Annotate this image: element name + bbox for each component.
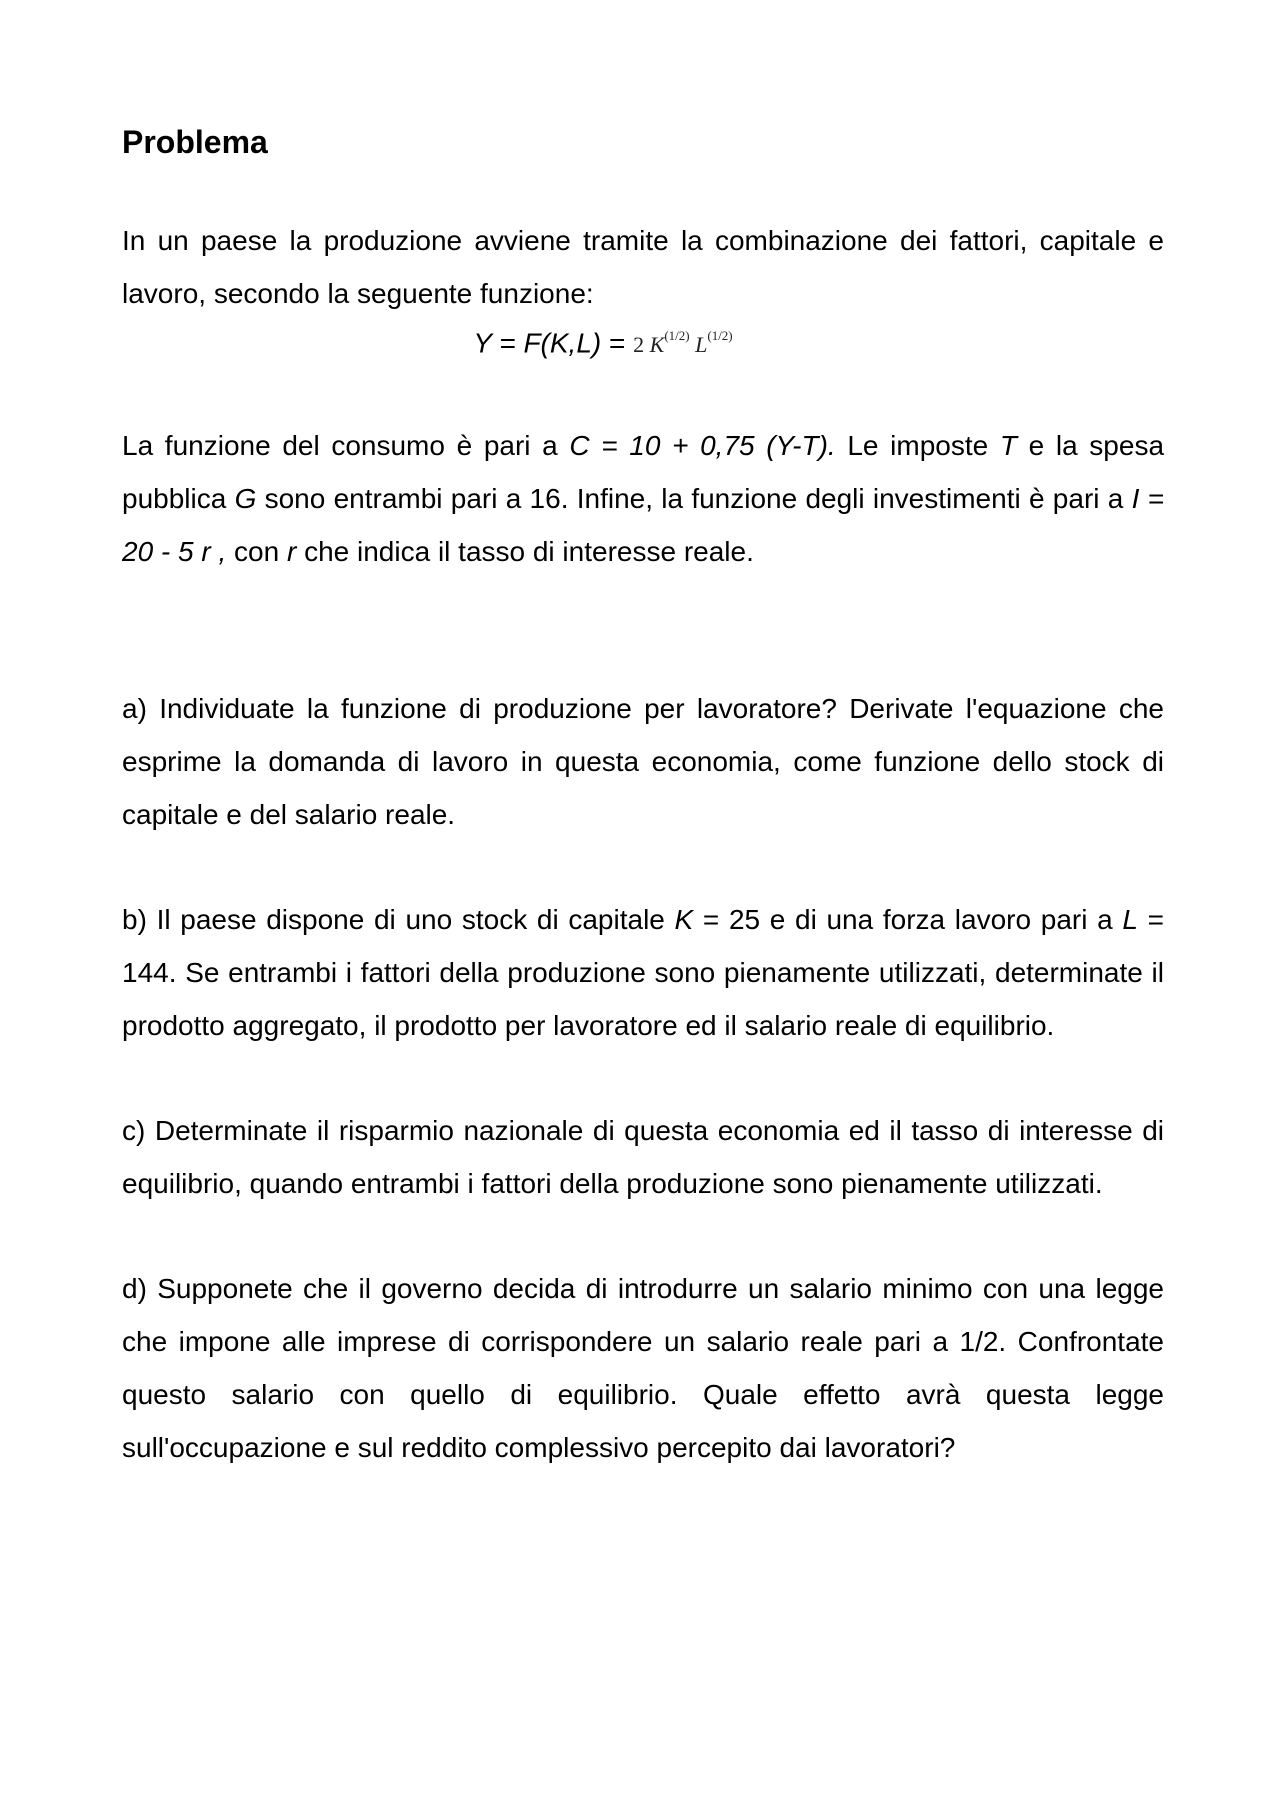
question-d: d) Supponete che il governo decida di introdurre un salario minimo con una legge che impone alle imprese di corrispondere un salario reale pari a 1/2. Confrontate questo salario con quello di equilibrio. Quale effetto avrà questa legge sull'occupazione e sul reddito complessivo percepito dai lavoratori? — [122, 1273, 1164, 1464]
var-t: T — [999, 430, 1017, 462]
formula-coefficient: 2 — [633, 332, 645, 358]
question-b — [122, 893, 1164, 1052]
document-page — [122, 118, 1164, 1474]
text-run: Le imposte — [835, 430, 1000, 462]
formula-l-exponent: (1/2) — [707, 328, 733, 343]
investment-equation: I = 20 - 5 r , — [122, 483, 1164, 568]
text-run: che indica il tasso di interesse reale. — [296, 536, 754, 568]
text-run: = 144. Se entrambi i fattori della produzione sono pienamente utilizzati, determinate il prodotto aggregato, il prodotto per lavoratore ed il salario reale di equilibrio. — [122, 904, 1164, 1042]
intro-paragraph: In un paese la produzione avviene tramite la combinazione dei fattori, capitale e lavoro, secondo la seguente funzione: — [122, 225, 1164, 309]
formula-lhs: Y = F(K,L) — [473, 327, 602, 359]
formula-l: L — [695, 332, 708, 358]
consumption-equation: C = 10 + 0,75 (Y-T). — [569, 430, 836, 462]
var-g: G — [234, 483, 257, 515]
var-l: L — [1122, 904, 1138, 936]
text-run: = 25 e di una forza lavoro pari a — [693, 904, 1123, 936]
consumption-paragraph — [122, 419, 1164, 578]
formula-equals: = — [609, 327, 626, 359]
text-run: con — [226, 536, 287, 568]
text-run: b) Il paese dispone di uno stock di capitale — [122, 904, 675, 936]
var-k: K — [674, 904, 694, 936]
var-r: r — [286, 536, 297, 568]
formula-k: K — [649, 332, 665, 358]
formula-rhs — [633, 328, 733, 358]
question-a: a) Individuate la funzione di produzione per lavoratore? Derivate l'equazione che esprime la domanda di lavoro in questa economia, come funzione dello stock di capitale e del salario reale. — [122, 693, 1164, 831]
formula-k-exponent: (1/2) — [664, 328, 690, 343]
text-run: e la spesa pubblica — [122, 430, 1165, 515]
text-run: sono entrambi pari a 16. Infine, la funzione degli investimenti è pari a — [256, 483, 1132, 515]
document-title: Problema — [122, 124, 268, 160]
question-c: c) Determinate il risparmio nazionale di questa economia ed il tasso di interesse di equilibrio, quando entrambi i fattori della produzione sono pienamente utilizzati. — [122, 1115, 1164, 1200]
text-run: La funzione del consumo è pari a — [122, 430, 570, 462]
production-function-formula — [122, 320, 1164, 365]
